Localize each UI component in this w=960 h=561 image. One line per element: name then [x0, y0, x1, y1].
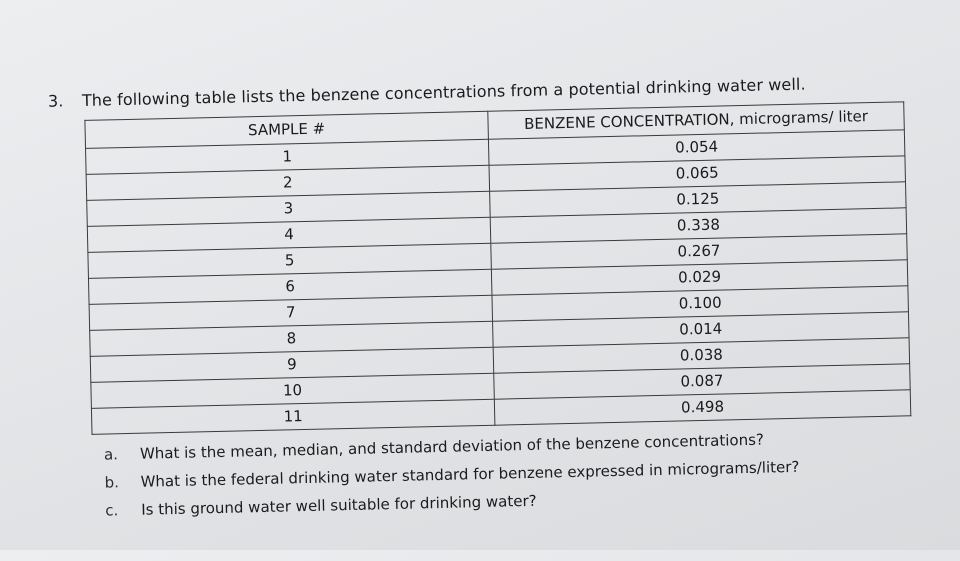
- concentration-cell: 0.100: [492, 286, 908, 321]
- subquestion-text: What is the mean, median, and standard deviation of the benzene concentrations?: [139, 430, 765, 463]
- header-sample-number: SAMPLE #: [85, 111, 489, 148]
- concentration-cell: 0.267: [491, 234, 907, 269]
- subquestion-letter: c.: [105, 501, 119, 520]
- sample-number-cell: 4: [87, 217, 490, 252]
- concentration-cell: 0.338: [490, 208, 906, 243]
- sample-number-cell: 5: [88, 243, 491, 278]
- subquestion-letter: a.: [103, 445, 119, 464]
- concentration-cell: 0.087: [494, 364, 910, 399]
- sample-number-cell: 2: [86, 165, 489, 200]
- concentration-cell: 0.498: [494, 390, 910, 425]
- sample-number-cell: 3: [87, 191, 490, 226]
- subquestion-letter: b.: [104, 473, 120, 492]
- sample-number-cell: 1: [86, 139, 489, 174]
- subquestion-text: Is this ground water well suitable for drinking water?: [141, 491, 537, 519]
- sample-number-cell: 10: [91, 373, 494, 408]
- concentration-cell: 0.065: [489, 156, 905, 191]
- concentration-cell: 0.014: [493, 312, 909, 347]
- concentration-cell: 0.054: [488, 130, 904, 165]
- question-text: The following table lists the benzene concentrations from a potential drinking water well.: [81, 74, 806, 110]
- sample-number-cell: 9: [90, 347, 493, 382]
- sample-number-cell: 8: [90, 321, 493, 356]
- header-benzene-concentration: BENZENE CONCENTRATION, micrograms/ liter: [488, 102, 905, 139]
- subquestion-list: [104, 425, 801, 525]
- concentration-cell: 0.029: [491, 260, 907, 295]
- sample-number-cell: 11: [91, 399, 494, 434]
- benzene-concentration-table: [84, 101, 911, 435]
- concentration-cell: 0.038: [493, 338, 909, 373]
- subquestion-text: What is the federal drinking water standard for benzene expressed in micrograms/liter?: [140, 457, 800, 491]
- question-number: 3.: [47, 91, 64, 111]
- sample-number-cell: 6: [88, 269, 491, 304]
- concentration-cell: 0.125: [490, 182, 906, 217]
- sample-number-cell: 7: [89, 295, 492, 330]
